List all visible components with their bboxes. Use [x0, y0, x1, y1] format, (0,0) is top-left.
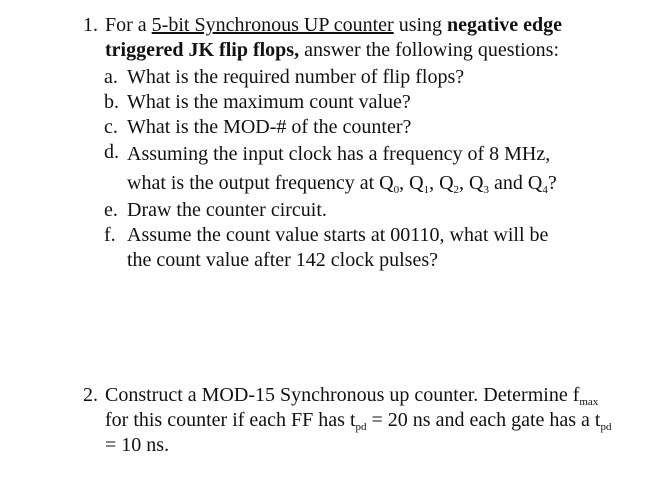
separator: , — [429, 172, 440, 194]
question-2 — [83, 383, 625, 458]
sub-question-list — [83, 65, 625, 273]
text-run: and — [488, 172, 528, 194]
subscript: pd — [600, 421, 612, 433]
question-number: 1. — [83, 14, 98, 36]
sub-question-text: What is the MOD-# of the counter? — [127, 116, 412, 138]
question-number: 2. — [83, 384, 98, 406]
text-run: Construct a MOD-15 Synchronous up counter. Determine f — [105, 384, 580, 406]
q-symbol: Q — [379, 172, 394, 194]
sub-question-text: What is the required number of flip flops? — [127, 66, 465, 88]
text-run: Assuming the input clock has a frequency of 8 MHz, what is the output frequency at — [127, 143, 551, 194]
text-run: = 10 ns. — [105, 434, 170, 456]
subscript: 4 — [542, 184, 548, 196]
intro-text: answer the following questions: — [299, 39, 560, 61]
intro-text: For a — [105, 14, 152, 36]
underlined-phrase: 5-bit Synchronous UP counter — [151, 14, 394, 36]
sub-question-d — [104, 140, 625, 198]
text-run: = 20 ns and each gate has a t — [366, 409, 601, 431]
subscript: 1 — [423, 184, 430, 196]
sub-question-text: What is the maximum count value? — [127, 91, 411, 113]
sub-question-text: Assume the count value starts at 00110, what will be the count value after 142 clock pulses? — [127, 224, 549, 271]
sub-question-text: Draw the counter circuit. — [127, 199, 327, 221]
sub-question-label: e. — [104, 199, 118, 221]
q-symbol: Q — [439, 172, 454, 194]
sub-question-text — [127, 140, 577, 198]
subscript: 0 — [393, 184, 400, 196]
separator: , — [459, 172, 470, 194]
sub-question-f — [104, 223, 625, 273]
sub-question-e — [104, 198, 625, 223]
text-run: for this counter if each FF has t — [105, 409, 356, 431]
text-run: ? — [547, 172, 557, 194]
q-symbol: Q — [469, 172, 484, 194]
subscript: 2 — [453, 184, 460, 196]
sub-question-label: c. — [104, 116, 118, 138]
sub-question-label: d. — [104, 141, 119, 163]
q-symbol: Q — [527, 172, 543, 194]
question-1-intro — [105, 13, 625, 63]
sub-question-label: f. — [104, 224, 116, 246]
intro-text: using — [393, 14, 448, 36]
subscript: max — [579, 396, 599, 408]
subscript: pd — [355, 421, 367, 433]
bold-phrase: negative edge triggered JK flip flops, — [105, 14, 563, 61]
question-2-text — [105, 383, 625, 458]
sub-question-label: b. — [104, 91, 119, 113]
sub-question-c — [104, 115, 625, 140]
question-1 — [83, 13, 625, 273]
sub-question-a — [104, 65, 625, 90]
subscript: 3 — [483, 184, 489, 196]
sub-question-label: a. — [104, 66, 118, 88]
q-symbol: Q — [409, 172, 424, 194]
separator: , — [399, 172, 410, 194]
sub-question-b — [104, 90, 625, 115]
